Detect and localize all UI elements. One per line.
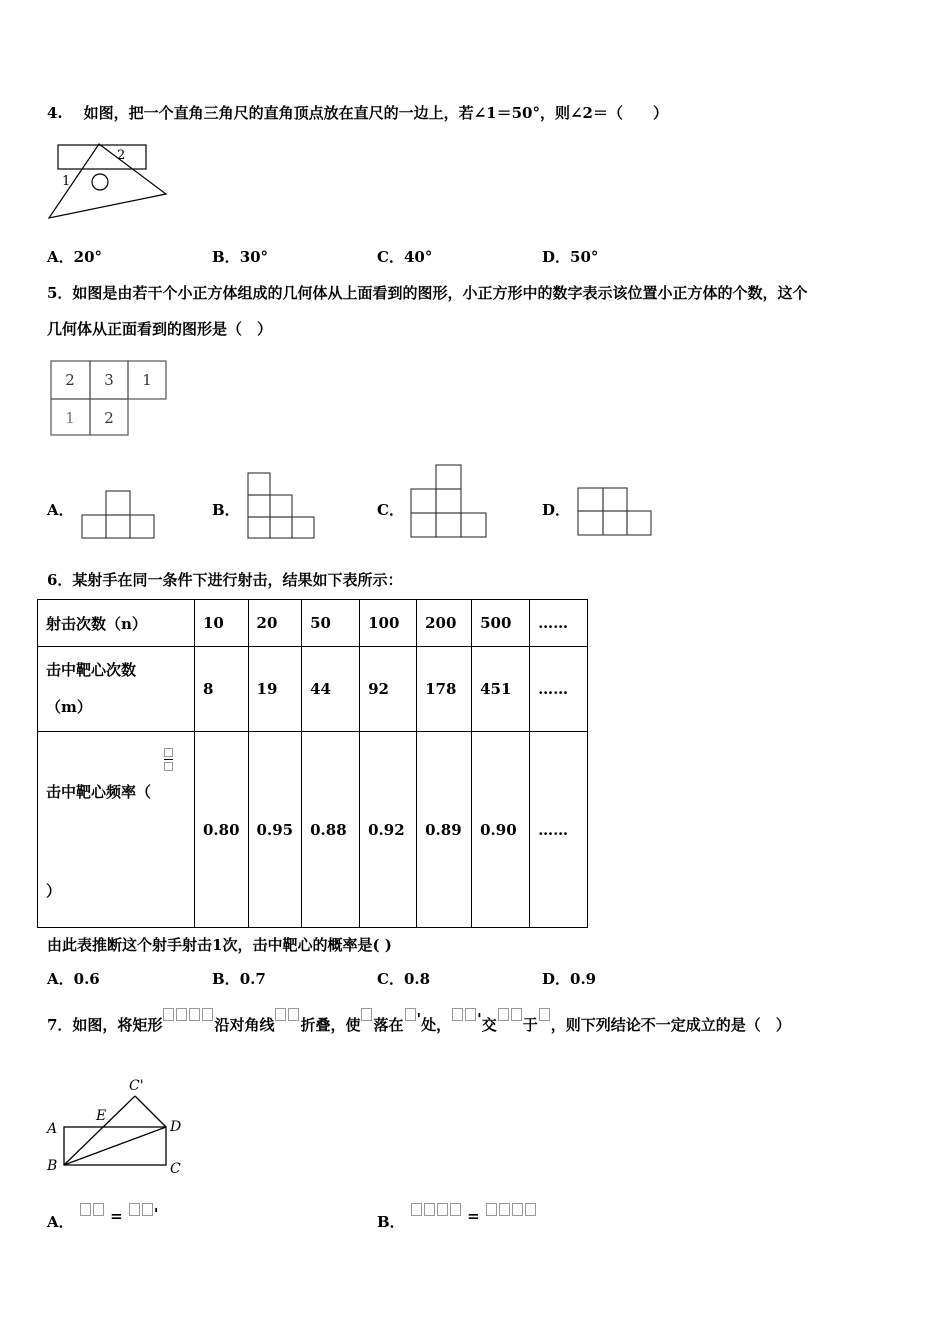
table-cell: 19 (248, 647, 302, 732)
table-cell: 0.88 (302, 732, 360, 928)
q5-top-view-grid (44, 356, 174, 440)
fraction-placeholder-icon (164, 748, 173, 771)
q4-stem (47, 102, 668, 123)
option-letter: C． (377, 248, 404, 266)
option-eq: = (467, 1207, 480, 1225)
q5-option-a[interactable]: A． (47, 501, 74, 519)
grid-cell: 2 (104, 409, 114, 427)
label-b: B (47, 1158, 58, 1174)
q7-stem (47, 1010, 791, 1035)
stem-part: 处， (421, 1016, 452, 1034)
table-cell: 0.92 (360, 732, 417, 928)
option-letter: B． (212, 970, 240, 988)
q4-option-a[interactable] (47, 246, 102, 267)
table-cell: 0.89 (417, 732, 472, 928)
missing-formula-icon (162, 1010, 214, 1028)
option-text: 20° (73, 248, 103, 266)
circle-hole (92, 174, 108, 190)
stem-part: 于 (522, 1016, 538, 1034)
header-line: （m） (46, 698, 92, 716)
option-text: 0.6 (73, 970, 100, 988)
table-cell: 500 (472, 600, 530, 647)
q5-figure-a (80, 488, 158, 540)
q5-stem-line1: 5．如图是由若干个小正方体组成的几何体从上面看到的图形，小正方形中的数字表示该位置小正方体的个数，这个 (47, 284, 808, 302)
q7-option-a[interactable] (47, 1205, 159, 1232)
q6-option-a[interactable] (47, 968, 100, 989)
table-cell: 92 (360, 647, 417, 732)
label-c-prime: C' (129, 1078, 144, 1094)
grid-cell: 1 (65, 409, 75, 427)
header-line: ） (46, 882, 62, 900)
q4-option-c[interactable] (377, 246, 432, 267)
option-letter: D． (542, 248, 571, 266)
option-letter: A． (47, 970, 74, 988)
table-cell: 10 (195, 600, 249, 647)
table-cell: 178 (417, 647, 472, 732)
option-letter: D． (542, 970, 571, 988)
table-cell: 44 (302, 647, 360, 732)
stem-part: 7．如图，将矩形 (47, 1016, 163, 1034)
table-cell: 0.80 (195, 732, 249, 928)
option-eq: = (110, 1207, 123, 1225)
table-row-header (38, 647, 195, 732)
table-cell: …… (530, 600, 588, 647)
option-text: 0.7 (239, 970, 266, 988)
ruler-rect (58, 145, 146, 169)
missing-formula-icon: ' (404, 1010, 422, 1028)
option-letter: C． (377, 970, 404, 988)
header-line: 击中靶心次数 (46, 661, 137, 679)
table-cell: 20 (248, 600, 302, 647)
table-row-header: 射击次数（n） (38, 600, 195, 647)
option-letter: A． (47, 248, 74, 266)
q5-option-c[interactable]: C． (377, 501, 404, 519)
q5-figure-c (409, 463, 489, 540)
option-letter: B． (377, 1213, 405, 1231)
label-c: C (170, 1161, 181, 1177)
grid-cell: 2 (65, 371, 75, 389)
angle-1-label: 1 (62, 174, 71, 189)
q5-figure-d (576, 486, 654, 537)
angle-2-label: 2 (117, 148, 126, 163)
table-row (38, 647, 588, 732)
table-cell: 100 (360, 600, 417, 647)
missing-formula-icon (360, 1010, 373, 1028)
missing-formula-icon (410, 1205, 462, 1223)
q7-figure (44, 1075, 194, 1180)
q5-option-d[interactable]: D． (542, 501, 571, 519)
q4-figure (44, 140, 174, 225)
q6-option-c[interactable] (377, 968, 430, 989)
table-row (38, 600, 588, 647)
missing-formula-icon (274, 1010, 300, 1028)
label-a: A (47, 1121, 58, 1137)
table-cell: 0.90 (472, 732, 530, 928)
table-row-header (38, 732, 195, 928)
table-cell: 50 (302, 600, 360, 647)
q5-stem-line2: 几何体从正面看到的图形是（ ） (47, 320, 273, 338)
grid-cell: 3 (104, 371, 114, 389)
missing-formula-icon: ' (451, 1010, 482, 1028)
q6-question: 由此表推断这个射手射击1次，击中靶心的概率是( ) (47, 936, 392, 954)
q5-option-b[interactable]: B． (212, 501, 240, 519)
q4-option-b[interactable] (212, 246, 268, 267)
grid-cell: 1 (142, 371, 152, 389)
table-cell: 8 (195, 647, 249, 732)
stem-part: 折叠，使 (300, 1016, 361, 1034)
header-line: 击中靶心频率（ (46, 783, 152, 801)
option-letter: A． (47, 1213, 74, 1231)
q7-option-b[interactable] (377, 1207, 537, 1232)
stem-part: ，则下列结论不一定成立的是（ ） (550, 1016, 791, 1034)
missing-formula-icon (485, 1205, 537, 1223)
stem-part: 交 (481, 1016, 497, 1034)
table-cell: …… (530, 647, 588, 732)
missing-formula-icon (79, 1205, 105, 1223)
missing-formula-icon: ' (128, 1205, 159, 1223)
option-text: 0.9 (570, 970, 597, 988)
q4-option-d[interactable] (542, 246, 598, 267)
stem-part: 落在 (373, 1016, 404, 1034)
table-cell: 0.95 (248, 732, 302, 928)
table-cell: 451 (472, 647, 530, 732)
q6-intro: 6．某射手在同一条件下进行射击，结果如下表所示： (47, 571, 403, 589)
table-cell: …… (530, 732, 588, 928)
stem-part: 沿对角线 (214, 1016, 275, 1034)
table-row (38, 732, 588, 928)
q4-number: 4. (47, 104, 63, 122)
q5-figure-b (246, 471, 318, 540)
q6-results-table (37, 599, 588, 928)
q6-option-d[interactable] (542, 968, 596, 989)
label-e: E (96, 1108, 107, 1124)
q6-option-b[interactable] (212, 968, 266, 989)
q4-text: 如图，把一个直角三角尺的直角顶点放在直尺的一边上，若∠1＝50°，则∠2＝（ ） (83, 104, 668, 122)
table-cell: 200 (417, 600, 472, 647)
option-text: 0.8 (403, 970, 431, 988)
missing-formula-icon (538, 1010, 551, 1028)
missing-formula-icon (497, 1010, 523, 1028)
option-text: 50° (570, 248, 599, 266)
option-text: 40° (403, 248, 433, 266)
label-d: D (170, 1119, 182, 1135)
option-letter: B． (212, 248, 240, 266)
option-text: 30° (239, 248, 269, 266)
